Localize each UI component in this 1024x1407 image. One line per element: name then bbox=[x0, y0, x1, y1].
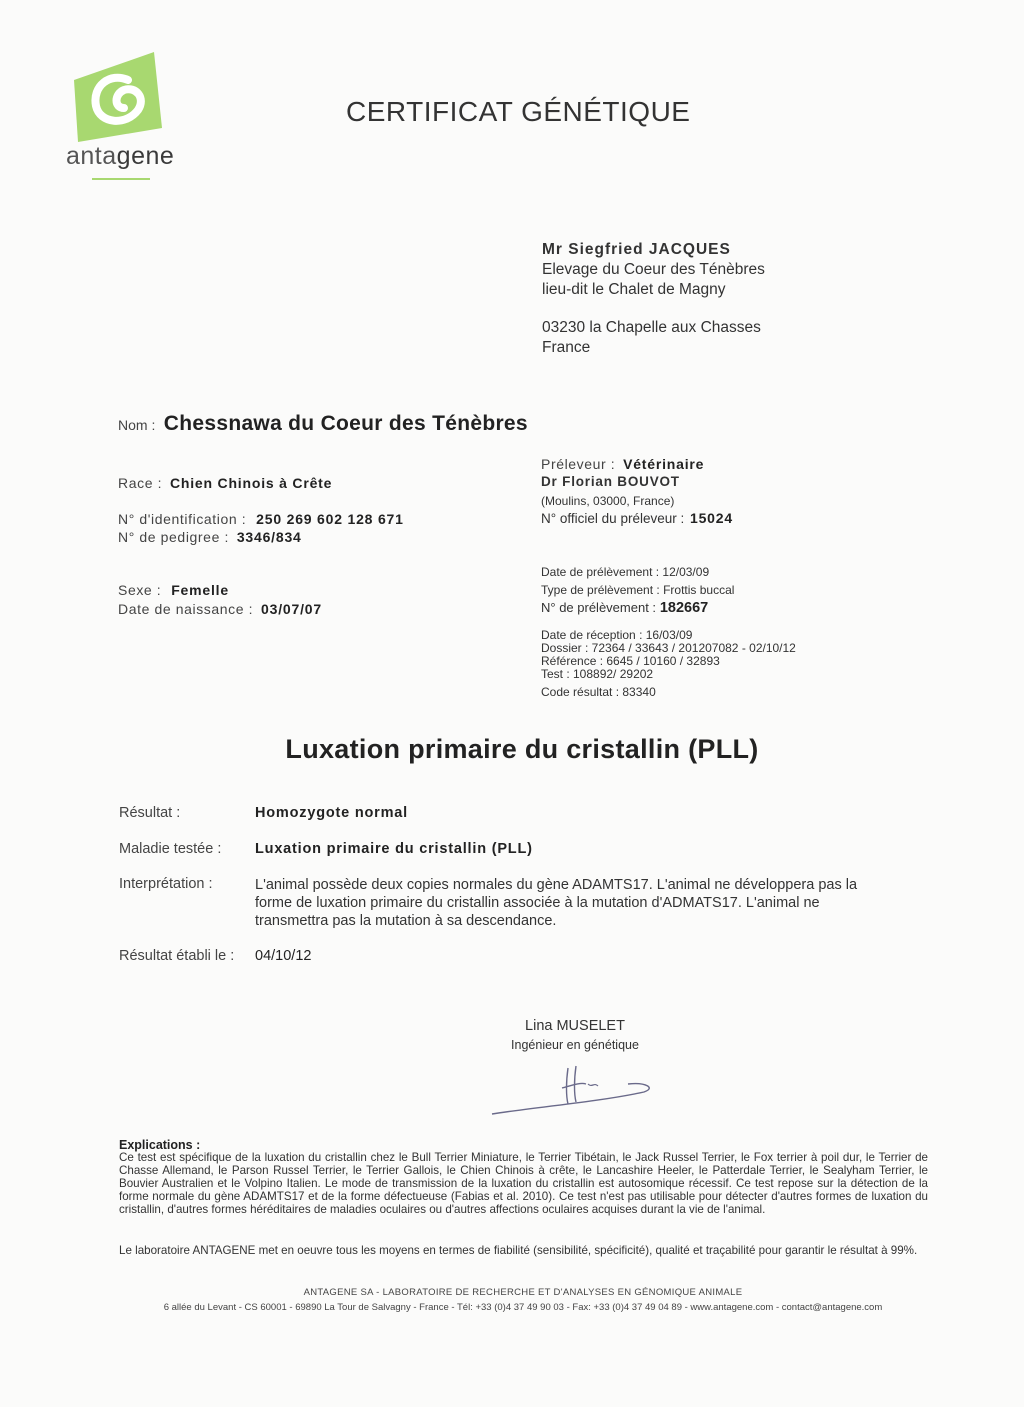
preleveur-official-field bbox=[541, 510, 733, 526]
naissance-field bbox=[118, 601, 322, 617]
footer-company: ANTAGENE SA - LABORATOIRE DE RECHERCHE ET D'ANALYSES EN GÉNOMIQUE ANIMALE bbox=[303, 1287, 743, 1298]
race-field bbox=[118, 475, 332, 491]
test-number: Test : 108892/ 29202 bbox=[541, 667, 654, 681]
identification-value: 250 269 602 128 671 bbox=[256, 511, 404, 527]
signatory-title: Ingénieur en génétique bbox=[511, 1038, 639, 1052]
race-value: Chien Chinois à Crête bbox=[169, 475, 333, 491]
animal-name: Chessnawa du Coeur des Ténèbres bbox=[163, 412, 528, 435]
animal-name-line bbox=[118, 412, 528, 436]
nom-label: Nom : bbox=[118, 417, 156, 433]
identification-field bbox=[118, 511, 404, 527]
preleveur-official-value: 15024 bbox=[690, 510, 733, 526]
preleveur-type: Vétérinaire bbox=[623, 456, 705, 472]
explications-heading: Explications : bbox=[119, 1138, 201, 1152]
resultat-label: Résultat : bbox=[119, 805, 181, 821]
preleveur-name: Dr Florian BOUVOT bbox=[541, 474, 680, 489]
logo-underline bbox=[92, 178, 150, 180]
reference: Référence : 6645 / 10160 / 32893 bbox=[541, 654, 720, 668]
preleveur-location: (Moulins, 03000, France) bbox=[541, 494, 675, 508]
signatory-name: Lina MUSELET bbox=[525, 1018, 625, 1034]
code-resultat: Code résultat : 83340 bbox=[541, 685, 656, 699]
preleveur-official-label: N° officiel du préleveur : bbox=[541, 511, 685, 526]
preleveur-field bbox=[541, 456, 704, 472]
owner-address bbox=[542, 240, 765, 358]
interpretation-text: L'animal possède deux copies normales du gène ADAMTS17. L'animal ne développera pas la forme de luxation primaire du cristallin associée à la mutation d'ADMATS17. L'animal ne transmettra pas la mutation à sa descendance. bbox=[255, 877, 858, 929]
pedigree-label: N° de pedigree : bbox=[118, 529, 229, 545]
disease-title: Luxation primaire du cristallin (PLL) bbox=[285, 734, 759, 764]
date-reception: Date de réception : 16/03/09 bbox=[541, 628, 693, 642]
antagene-logo-icon bbox=[66, 50, 166, 142]
naissance-value: 03/07/07 bbox=[261, 601, 322, 617]
owner-line4: France bbox=[542, 339, 591, 356]
document-title: CERTIFICAT GÉNÉTIQUE bbox=[346, 96, 691, 127]
maladie-label: Maladie testée : bbox=[119, 841, 222, 857]
preleveur-label: Préleveur : bbox=[541, 456, 616, 472]
num-prelevement-field bbox=[541, 600, 708, 616]
sexe-field bbox=[118, 582, 229, 598]
race-label: Race : bbox=[118, 475, 163, 491]
num-prelevement-value: 182667 bbox=[659, 600, 709, 616]
resultat-value: Homozygote normal bbox=[255, 805, 408, 821]
signature-icon bbox=[488, 1052, 658, 1122]
logo-text-light: anta bbox=[66, 142, 117, 170]
explications-text: Ce test est spécifique de la luxation du cristallin chez le Bull Terrier Miniature, le Terrier Tibétain, le Jack Russel Terrier, le Fox terrier à poil dur, le Terrier de Chasse Allemand, le Parson Russel Terrier, le Terrier Gallois, le Chien Chinois à crête, le Lancashire Heeler, le Patterdale Terrier, le Sealyham Terrier, le Bouvier Australien et le Volpino Italien. Le mode de transmission de la luxation du cristallin est autosomique récessif. Ce test repose sur la détection de la forme normale du gène ADAMTS17 et de la forme défectueuse (Fabias et al. 2010). Ce test n'est pas utilisable pour détecter d'autres formes de luxation du cristallin, d'autres formes héréditaires de maladies oculaires ou d'autres affections oculaires acquises durant la vie de l'animal. bbox=[119, 1151, 928, 1216]
num-prelevement-label: N° de prélèvement : bbox=[541, 600, 657, 615]
antagene-logo-text bbox=[66, 142, 174, 171]
pedigree-value: 3346/834 bbox=[236, 529, 302, 545]
maladie-value: Luxation primaire du cristallin (PLL) bbox=[255, 841, 533, 857]
logo-text-bold: gene bbox=[116, 142, 175, 170]
identification-label: N° d'identification : bbox=[118, 511, 247, 527]
sexe-value: Femelle bbox=[171, 582, 229, 598]
owner-line1: Elevage du Coeur des Ténèbres bbox=[542, 261, 765, 278]
dossier: Dossier : 72364 / 33643 / 201207082 - 02/10/12 bbox=[541, 641, 796, 655]
owner-name: Mr Siegfried JACQUES bbox=[542, 241, 731, 258]
etabli-label: Résultat établi le : bbox=[119, 948, 235, 964]
owner-line2: lieu-dit le Chalet de Magny bbox=[542, 281, 726, 298]
naissance-label: Date de naissance : bbox=[118, 601, 254, 617]
etabli-value: 04/10/12 bbox=[255, 948, 312, 964]
owner-line3: 03230 la Chapelle aux Chasses bbox=[542, 319, 761, 336]
date-prelevement: Date de prélèvement : 12/03/09 bbox=[541, 565, 710, 579]
interpretation-label: Interprétation : bbox=[119, 876, 213, 892]
quality-statement: Le laboratoire ANTAGENE met en oeuvre tous les moyens en termes de fiabilité (sensibilité, spécificité), qualité et traçabilité pour garantir le résultat à 99%. bbox=[119, 1244, 918, 1257]
footer-contact: 6 allée du Levant - CS 60001 - 69890 La Tour de Salvagny - France - Tél: +33 (0)4 37 49 90 03 - Fax: +33 (0)4 37 49 04 89 - www.antagene.com - contact@antagene.com bbox=[163, 1302, 883, 1313]
type-prelevement: Type de prélèvement : Frottis buccal bbox=[541, 583, 735, 597]
pedigree-field bbox=[118, 529, 302, 545]
sexe-label: Sexe : bbox=[118, 582, 162, 598]
